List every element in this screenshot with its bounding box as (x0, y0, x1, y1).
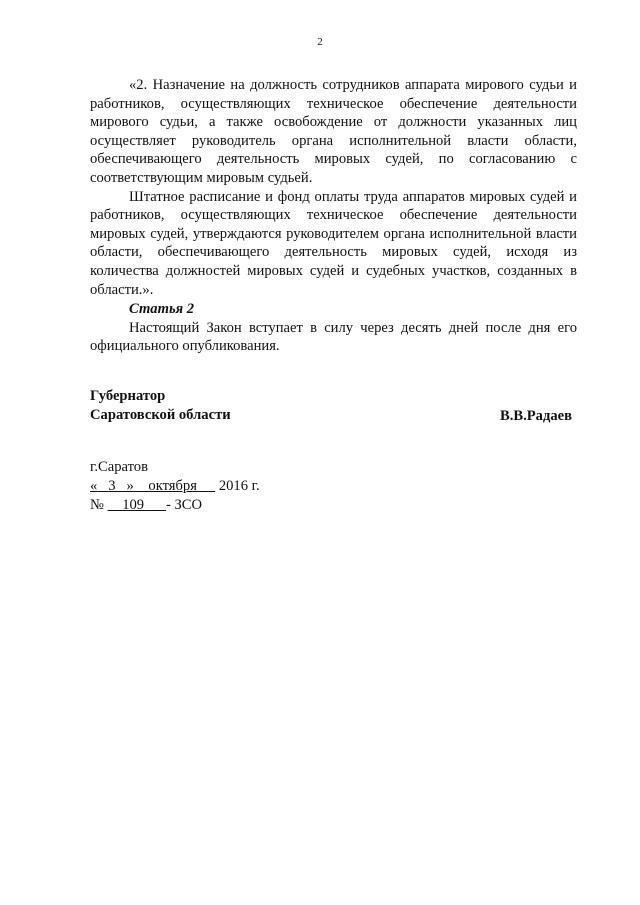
date-open-quote: « (90, 478, 98, 494)
law-number: 109 (122, 497, 145, 513)
governor-title-line2: Саратовской области (90, 407, 231, 423)
month: октября (148, 478, 197, 494)
governor-title-line1: Губернатор (90, 388, 166, 404)
section-2-text (90, 76, 577, 299)
page-number: 2 (317, 36, 323, 48)
city: г.Саратов (90, 459, 148, 475)
year: 2016 г. (218, 478, 260, 494)
day: 3 (108, 478, 116, 494)
document-details (90, 458, 260, 515)
paragraph-staffing: Штатное расписание и фонд оплаты труда аппаратов мировых судей и работников, осуществляющих техническое обеспечение деятельности мировых судей, утверждаются руководителем органа исполнительной власти области, обеспечивающего деятельность мировых судей, исходя из количества должностей мировых судей и судебных участков, созданных в области.». (90, 188, 577, 298)
number-prefix: № (90, 497, 104, 513)
date-line (90, 477, 260, 496)
date-close-quote: » (126, 478, 134, 494)
governor-name: В.В.Радаев (500, 408, 573, 424)
paragraph-appointment: «2. Назначение на должность сотрудников аппарата мирового судьи и работников, осуществляющих техническое обеспечение деятельности мирового судьи, а также освобождение от должности указанных лиц осуществляет руководитель органа исполнительной власти области, обеспечивающего деятельность мировых судей, по согласованию с соответствующим мировым судьей. (90, 77, 577, 186)
number-line (90, 496, 260, 515)
article-2 (90, 300, 577, 356)
number-suffix: - ЗСО (165, 497, 203, 513)
governor-title (90, 387, 231, 425)
article-2-text: Настоящий Закон вступает в силу через десять дней после дня его официального опубликования. (90, 319, 577, 355)
article-2-title: Статья 2 (129, 301, 195, 317)
